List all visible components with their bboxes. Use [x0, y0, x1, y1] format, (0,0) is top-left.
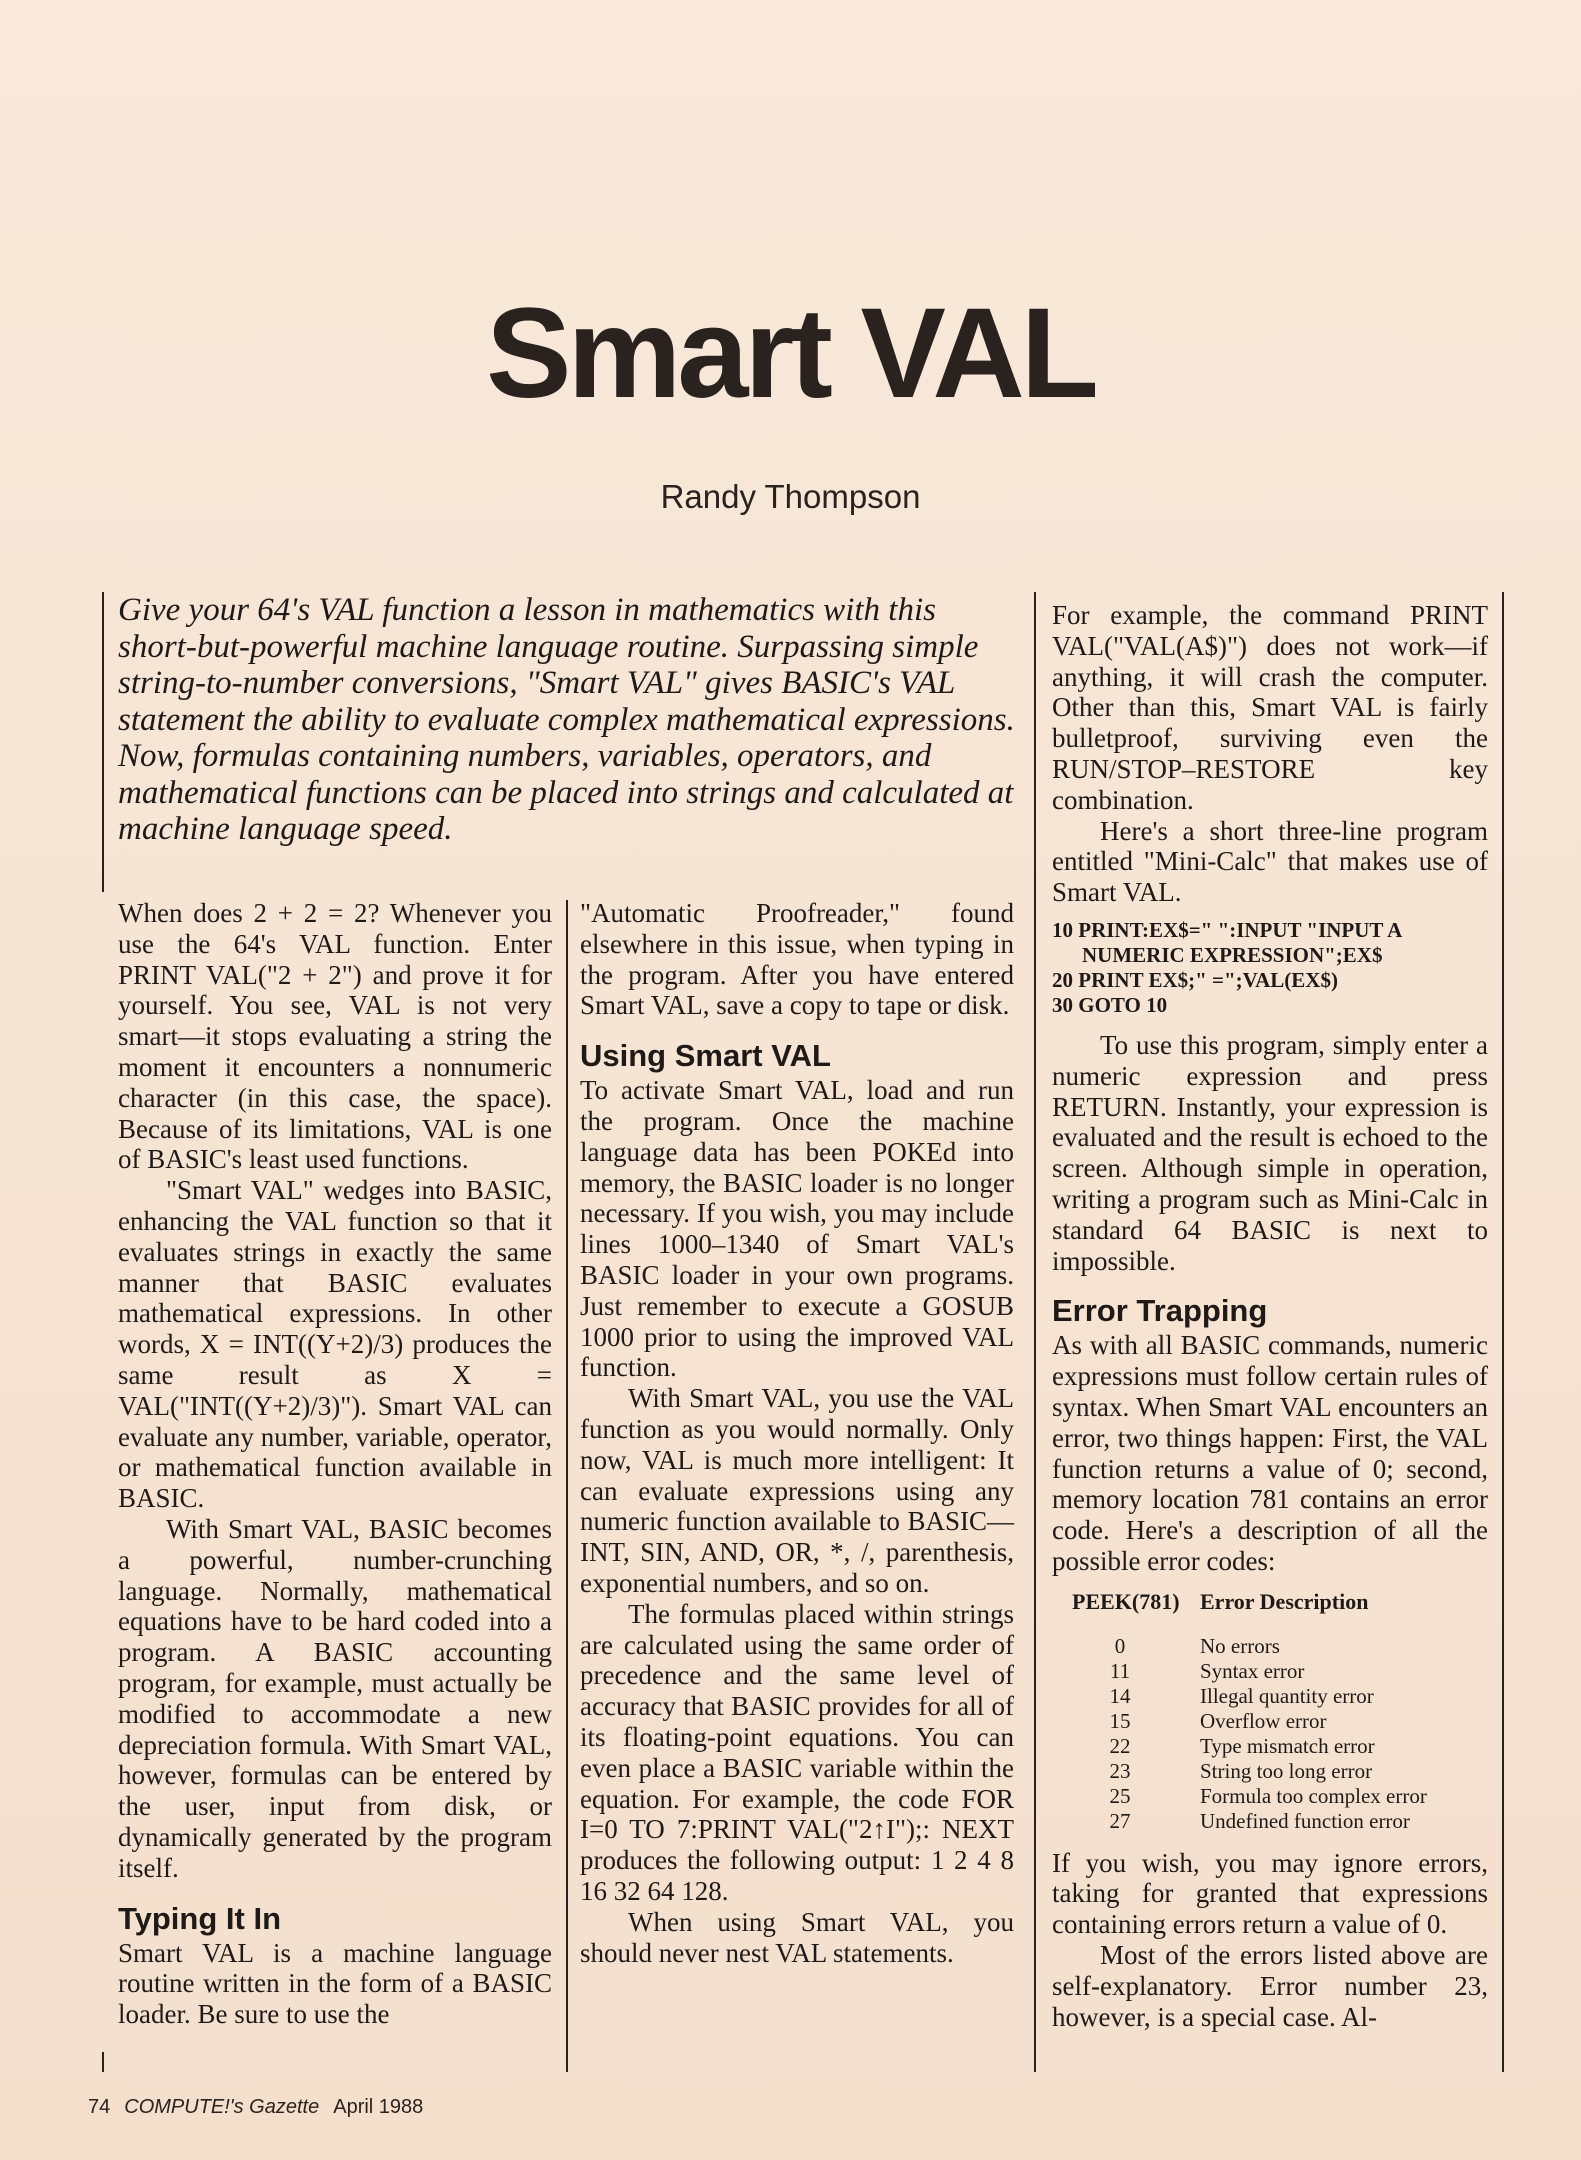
column-middle	[580, 898, 1014, 1968]
error-description: Syntax error	[1200, 1658, 1305, 1683]
intro-deck: Give your 64's VAL function a lesson in mathematics with this short-but-powerful machine language routine. Surpassing simple string-to-number conversions, "Smart VAL" gives BASIC's VAL statement the ability to evaluate complex mathematical expressions. Now, formulas containing numbers, variables, operators, and mathematical functions can be placed into strings and calculated at machine language speed.	[118, 592, 1015, 847]
table-header-row	[1052, 1587, 1488, 1634]
paragraph: Smart VAL is a machine language routine written in the form of a BASIC loader. Be sure to use the	[118, 1937, 552, 2030]
code-line: 10 PRINT:EX$=" ":INPUT "INPUT A	[1052, 917, 1403, 942]
error-code-table	[1052, 1587, 1488, 1834]
paragraph: If you wish, you may ignore errors, taking for granted that expressions containing errors return a value of 0.	[1052, 1847, 1488, 1940]
error-code: 25	[1109, 1783, 1131, 1808]
page-right-rule	[1502, 592, 1504, 2072]
error-code: 14	[1109, 1683, 1131, 1708]
table-row	[1052, 1709, 1488, 1734]
paragraph: The formulas placed within strings are calculated using the same order of precedence and the same level of accuracy that BASIC provides for all of its floating-point equations. You can even place a BASIC variable within the equation. For example, the code FOR I=0 TO 7:PRINT VAL("2↑I");: NEXT produces the following output: 1 2 4 8 16 32 64 128.	[580, 1598, 1014, 1906]
article-title: Smart VAL	[486, 282, 1095, 425]
section-heading-using: Using Smart VAL	[580, 1038, 831, 1074]
error-description: Overflow error	[1200, 1708, 1327, 1733]
error-code: 0	[1114, 1633, 1126, 1658]
error-description: Undefined function error	[1200, 1808, 1410, 1833]
author-byline: Randy Thompson	[660, 478, 921, 515]
column-divider-right	[1034, 592, 1036, 2072]
paragraph: With Smart VAL, BASIC becomes a powerful, number-crunching language. Normally, mathematical equations have to be hard coded into a program. A BASIC accounting program, for example, must actually be modified to accommodate a new depreciation formula. With Smart VAL, however, formulas can be entered by the user, input from disk, or dynamically generated by the program itself.	[118, 1513, 552, 1883]
issue-date: April 1988	[333, 2096, 424, 2118]
table-row	[1052, 1634, 1488, 1659]
paragraph: To use this program, simply enter a numeric expression and press RETURN. Instantly, your expression is evaluated and the result is echoed to the screen. Although simple in operation, writing a program such as Mini-Calc in standard 64 BASIC is next to impossible.	[1052, 1029, 1488, 1276]
code-line: NUMERIC EXPRESSION";EX$	[1082, 942, 1383, 967]
error-code: 23	[1109, 1758, 1131, 1783]
section-heading-error: Error Trapping	[1052, 1293, 1268, 1329]
paragraph: To activate Smart VAL, load and run the program. Once the machine language data has been POKEd into memory, the BASIC loader is no longer necessary. If you wish, you may include lines 1000–1340 of Smart VAL's BASIC loader in your own programs. Just remember to execute a GOSUB 1000 prior to using the improved VAL function.	[580, 1075, 1014, 1383]
table-row	[1052, 1659, 1488, 1684]
paragraph: When using Smart VAL, you should never nest VAL statements.	[580, 1906, 1014, 1968]
table-row	[1052, 1734, 1488, 1759]
table-header-peek: PEEK(781)	[1072, 1588, 1180, 1614]
code-line: 30 GOTO 10	[1052, 992, 1168, 1017]
code-listing	[1052, 918, 1488, 1018]
error-description: Formula too complex error	[1200, 1783, 1427, 1808]
paragraph: As with all BASIC commands, numeric expressions must follow certain rules of syntax. When Smart VAL encounters an error, two things happen: First, the VAL function returns a value of 0; second, memory location 781 contains an error code. Here's a description of all the possible error codes:	[1052, 1330, 1488, 1576]
page-footer	[88, 2096, 423, 2119]
table-row	[1052, 1759, 1488, 1784]
column-right	[1052, 600, 1488, 2032]
magazine-name: COMPUTE!'s Gazette	[124, 2096, 320, 2118]
table-header-description: Error Description	[1200, 1588, 1369, 1614]
paragraph: Here's a short three-line program entitled "Mini-Calc" that makes use of Smart VAL.	[1052, 815, 1488, 908]
paragraph: For example, the command PRINT VAL("VAL(A$)") does not work—if anything, it will crash the computer. Other than this, Smart VAL is fairly bulletproof, surviving even the RUN/STOP–RESTORE key combination.	[1052, 600, 1488, 815]
column-left	[118, 898, 552, 2030]
error-code: 22	[1109, 1733, 1131, 1758]
table-row	[1052, 1784, 1488, 1809]
paragraph: "Automatic Proofreader," found elsewhere in this issue, when typing in the program. After you have entered Smart VAL, save a copy to tape or disk.	[580, 898, 1014, 1021]
section-heading-typing: Typing It In	[118, 1900, 282, 1936]
error-description: No errors	[1200, 1633, 1280, 1658]
left-bottom-rule	[102, 2052, 104, 2072]
error-description: Illegal quantity error	[1200, 1683, 1374, 1708]
paragraph: "Smart VAL" wedges into BASIC, enhancing the VAL function so that it evaluates strings in exactly the same manner that BASIC evaluates mathematical expressions. In other words, X = INT((Y+2)/3) produces the same result as X = VAL("INT((Y+2)/3)"). Smart VAL can evaluate any number, variable, operator, or mathematical function available in BASIC.	[118, 1175, 552, 1514]
column-divider-left	[566, 900, 568, 2072]
paragraph: Most of the errors listed above are self-explanatory. Error number 23, however, is a special case. Al-	[1052, 1939, 1488, 2032]
paragraph: With Smart VAL, you use the VAL function as you would normally. Only now, VAL is much more intelligent: It can evaluate expressions using any numeric function available to BASIC—INT, SIN, AND, OR, *, /, parenthesis, exponential numbers, and so on.	[580, 1383, 1014, 1598]
error-description: Type mismatch error	[1200, 1733, 1375, 1758]
code-line: 20 PRINT EX$;" =";VAL(EX$)	[1052, 967, 1338, 992]
error-code: 27	[1109, 1808, 1131, 1833]
table-row	[1052, 1809, 1488, 1834]
table-row	[1052, 1684, 1488, 1709]
error-description: String too long error	[1200, 1758, 1373, 1783]
page-number: 74	[88, 2096, 111, 2118]
error-code: 11	[1109, 1658, 1131, 1683]
intro-left-rule	[102, 592, 104, 892]
paragraph: When does 2 + 2 = 2? Whenever you use the 64's VAL function. Enter PRINT VAL("2 + 2") and prove it for yourself. You see, VAL is not very smart—it stops evaluating a string the moment it encounters a nonnumeric character (in this case, the space). Because of its limitations, VAL is one of BASIC's least used functions.	[118, 898, 552, 1175]
error-code: 15	[1109, 1708, 1131, 1733]
